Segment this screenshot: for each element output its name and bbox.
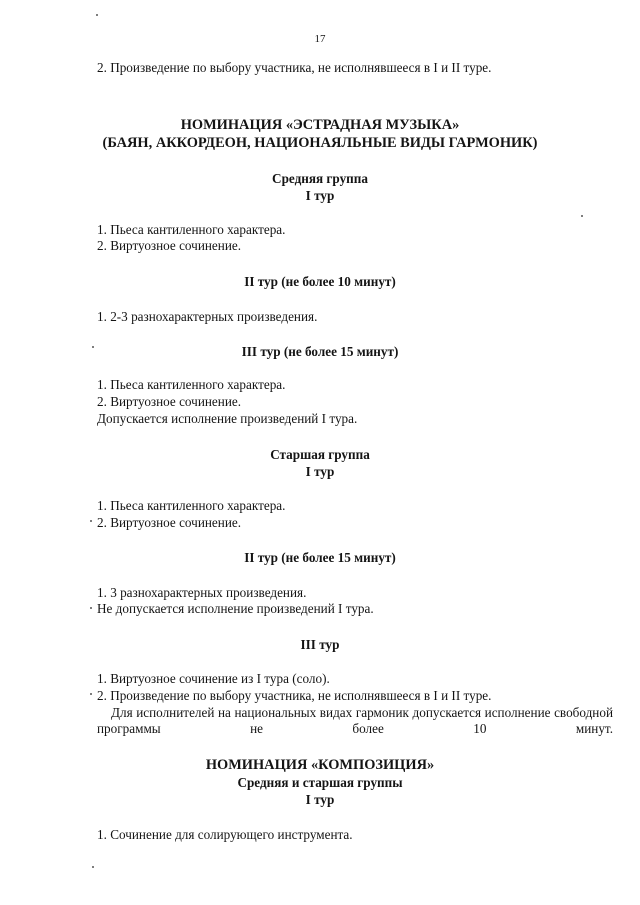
- list-item: 1. 3 разнохарактерных произведения.: [97, 585, 307, 600]
- list-item: 1. Пьеса кантиленного характера.: [97, 377, 286, 392]
- nomination-title-line-2: (БАЯН, АККОРДЕОН, НАЦИОНАЯЛЬНЫЕ ВИДЫ ГАРМОНИК): [102, 135, 538, 151]
- list-item: 1. Пьеса кантиленного характера.: [97, 498, 286, 513]
- round-heading: I тур: [305, 188, 335, 203]
- round-heading: II тур (не более 15 минут): [244, 550, 396, 565]
- list-item: 2. Виртуозное сочинение.: [97, 515, 242, 530]
- page-number: 17: [314, 33, 326, 45]
- scan-speck: [92, 866, 94, 868]
- note-text: Допускается исполнение произведений I тура.: [97, 411, 358, 426]
- group-heading-middle: Средняя группа: [272, 171, 368, 186]
- intro-list-item: 2. Произведение по выбору участника, не исполнявшееся в I и II туре.: [97, 60, 492, 75]
- round-heading: I тур: [305, 792, 335, 807]
- list-item: 2. Виртуозное сочинение.: [97, 394, 242, 409]
- scan-speck: [96, 14, 98, 16]
- nomination-title: НОМИНАЦИЯ «КОМПОЗИЦИЯ»: [205, 757, 435, 773]
- round-heading: I тур: [305, 464, 335, 479]
- list-item: 2. Произведение по выбору участника, не исполнявшееся в I и II туре.: [97, 688, 492, 703]
- list-item: 1. Пьеса кантиленного характера.: [97, 222, 286, 237]
- scan-speck: [92, 346, 94, 348]
- round-heading: II тур (не более 10 минут): [244, 274, 396, 289]
- list-item: 1. 2-3 разнохарактерных произведения.: [97, 309, 318, 324]
- list-item: 1. Виртуозное сочинение из I тура (соло).: [97, 671, 330, 686]
- round-heading: III тур (не более 15 минут): [241, 344, 399, 359]
- group-heading-middle-senior: Средняя и старшая группы: [237, 775, 403, 790]
- group-heading-senior: Старшая группа: [270, 447, 370, 462]
- list-item: 1. Сочинение для солирующего инструмента.: [97, 827, 353, 842]
- scan-speck: [90, 693, 92, 695]
- note-paragraph: Для исполнителей на национальных видах гармоник допускается исполнение свободной программы не более 10 минут.: [97, 705, 613, 736]
- list-item: 2. Виртуозное сочинение.: [97, 238, 242, 253]
- scan-speck: [90, 607, 92, 609]
- scan-speck: [90, 520, 92, 522]
- scan-speck: [581, 215, 583, 217]
- nomination-title-line-1: НОМИНАЦИЯ «ЭСТРАДНАЯ МУЗЫКА»: [180, 117, 460, 133]
- round-heading: III тур: [300, 637, 340, 652]
- note-text: Не допускается исполнение произведений I тура.: [97, 601, 374, 616]
